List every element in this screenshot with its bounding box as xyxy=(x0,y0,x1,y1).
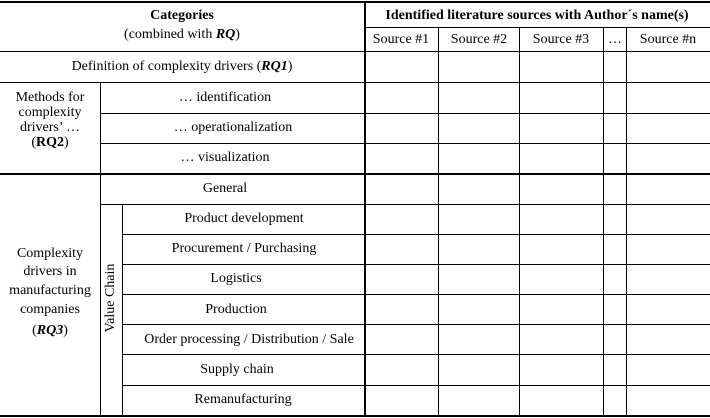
rq1-label-rq: RQ1 xyxy=(261,59,288,74)
rq2-item-visualization: … visualization xyxy=(180,150,270,165)
vc-rule-3 xyxy=(122,294,710,295)
vc-item-logistics: Logistics xyxy=(210,271,262,286)
rq2-group-rq-suffix: ) xyxy=(64,135,69,150)
vc-item-order-processing: Order processing / Distribution / Sale xyxy=(144,332,354,347)
rq3-general-rule xyxy=(100,204,710,205)
vc-item-procurement: Procurement / Purchasing xyxy=(171,241,317,256)
source-column-ellipsis: … xyxy=(608,32,622,47)
rq3-group-rq xyxy=(32,323,68,339)
rq2-group-divider xyxy=(100,83,101,174)
sources-header: Identified literature sources with Author´s name(s) xyxy=(385,8,689,23)
categories-subheader-rq: RQ xyxy=(215,27,236,42)
source3-ellipsis-divider xyxy=(603,27,604,417)
source-column-n: Source #n xyxy=(639,32,697,47)
rq2-row2-rule xyxy=(100,143,710,144)
rq1-label-suffix: ) xyxy=(287,59,293,74)
vc-item-remanufacturing: Remanufacturing xyxy=(194,392,292,407)
vc-item-production: Production xyxy=(205,302,267,317)
vc-item-supply-chain: Supply chain xyxy=(200,362,274,377)
categories-sources-divider xyxy=(364,1,366,417)
categories-subheader-prefix: (combined with xyxy=(124,27,216,42)
vc-rule-2 xyxy=(122,264,710,265)
rq3-group-line-4: companies xyxy=(20,302,80,317)
header-sources-rule xyxy=(365,27,710,28)
categories-subheader-suffix: ) xyxy=(235,27,240,42)
rq2-group-line-2: complexity xyxy=(18,105,82,120)
categories-header: Categories xyxy=(150,8,214,23)
rq2-group-rq-prefix: ( xyxy=(31,135,36,150)
rq2-item-operationalization: … operationalization xyxy=(173,120,293,135)
rq1-row-label xyxy=(72,59,293,75)
rq3-group-line-1: Complexity xyxy=(16,246,84,261)
vc-rule-4 xyxy=(122,324,710,325)
source2-source3-divider xyxy=(519,27,520,417)
rq3-group-line-3: manufacturing xyxy=(9,283,91,298)
rq3-group-rq-suffix: ) xyxy=(63,323,68,338)
value-chain-label: Value Chain xyxy=(103,263,118,333)
vc-rule-1 xyxy=(122,234,710,235)
rq3-general-label: General xyxy=(202,181,248,196)
rq2-group-line-3: drivers’ … xyxy=(20,120,80,135)
rq2-group-rq-label: RQ2 xyxy=(36,135,64,150)
rq3-group-line-2: drivers in xyxy=(23,264,77,279)
rq3-group-rq-prefix: ( xyxy=(32,323,37,338)
source1-source2-divider xyxy=(438,27,439,417)
vc-rule-5 xyxy=(122,354,710,355)
rq2-item-identification: … identification xyxy=(178,90,272,105)
vc-item-product-development: Product development xyxy=(184,211,304,226)
table-top-border xyxy=(0,1,710,3)
rq2-group-line-1: Methods for xyxy=(15,90,85,105)
vc-rule-6 xyxy=(122,385,710,386)
ellipsis-sourcen-divider xyxy=(626,27,627,417)
rq3-group-divider xyxy=(100,174,101,416)
categories-subheader xyxy=(124,27,240,43)
rq3-group-rq-label: RQ3 xyxy=(36,323,64,338)
rq2-row1-rule xyxy=(100,113,710,114)
rq1-label-prefix: Definition of complexity drivers ( xyxy=(71,59,262,74)
source-column-3: Source #3 xyxy=(532,32,590,47)
source-column-1: Source #1 xyxy=(372,32,430,47)
source-column-2: Source #2 xyxy=(450,32,508,47)
rq2-group-rq xyxy=(31,135,68,151)
value-chain-divider xyxy=(122,205,123,416)
